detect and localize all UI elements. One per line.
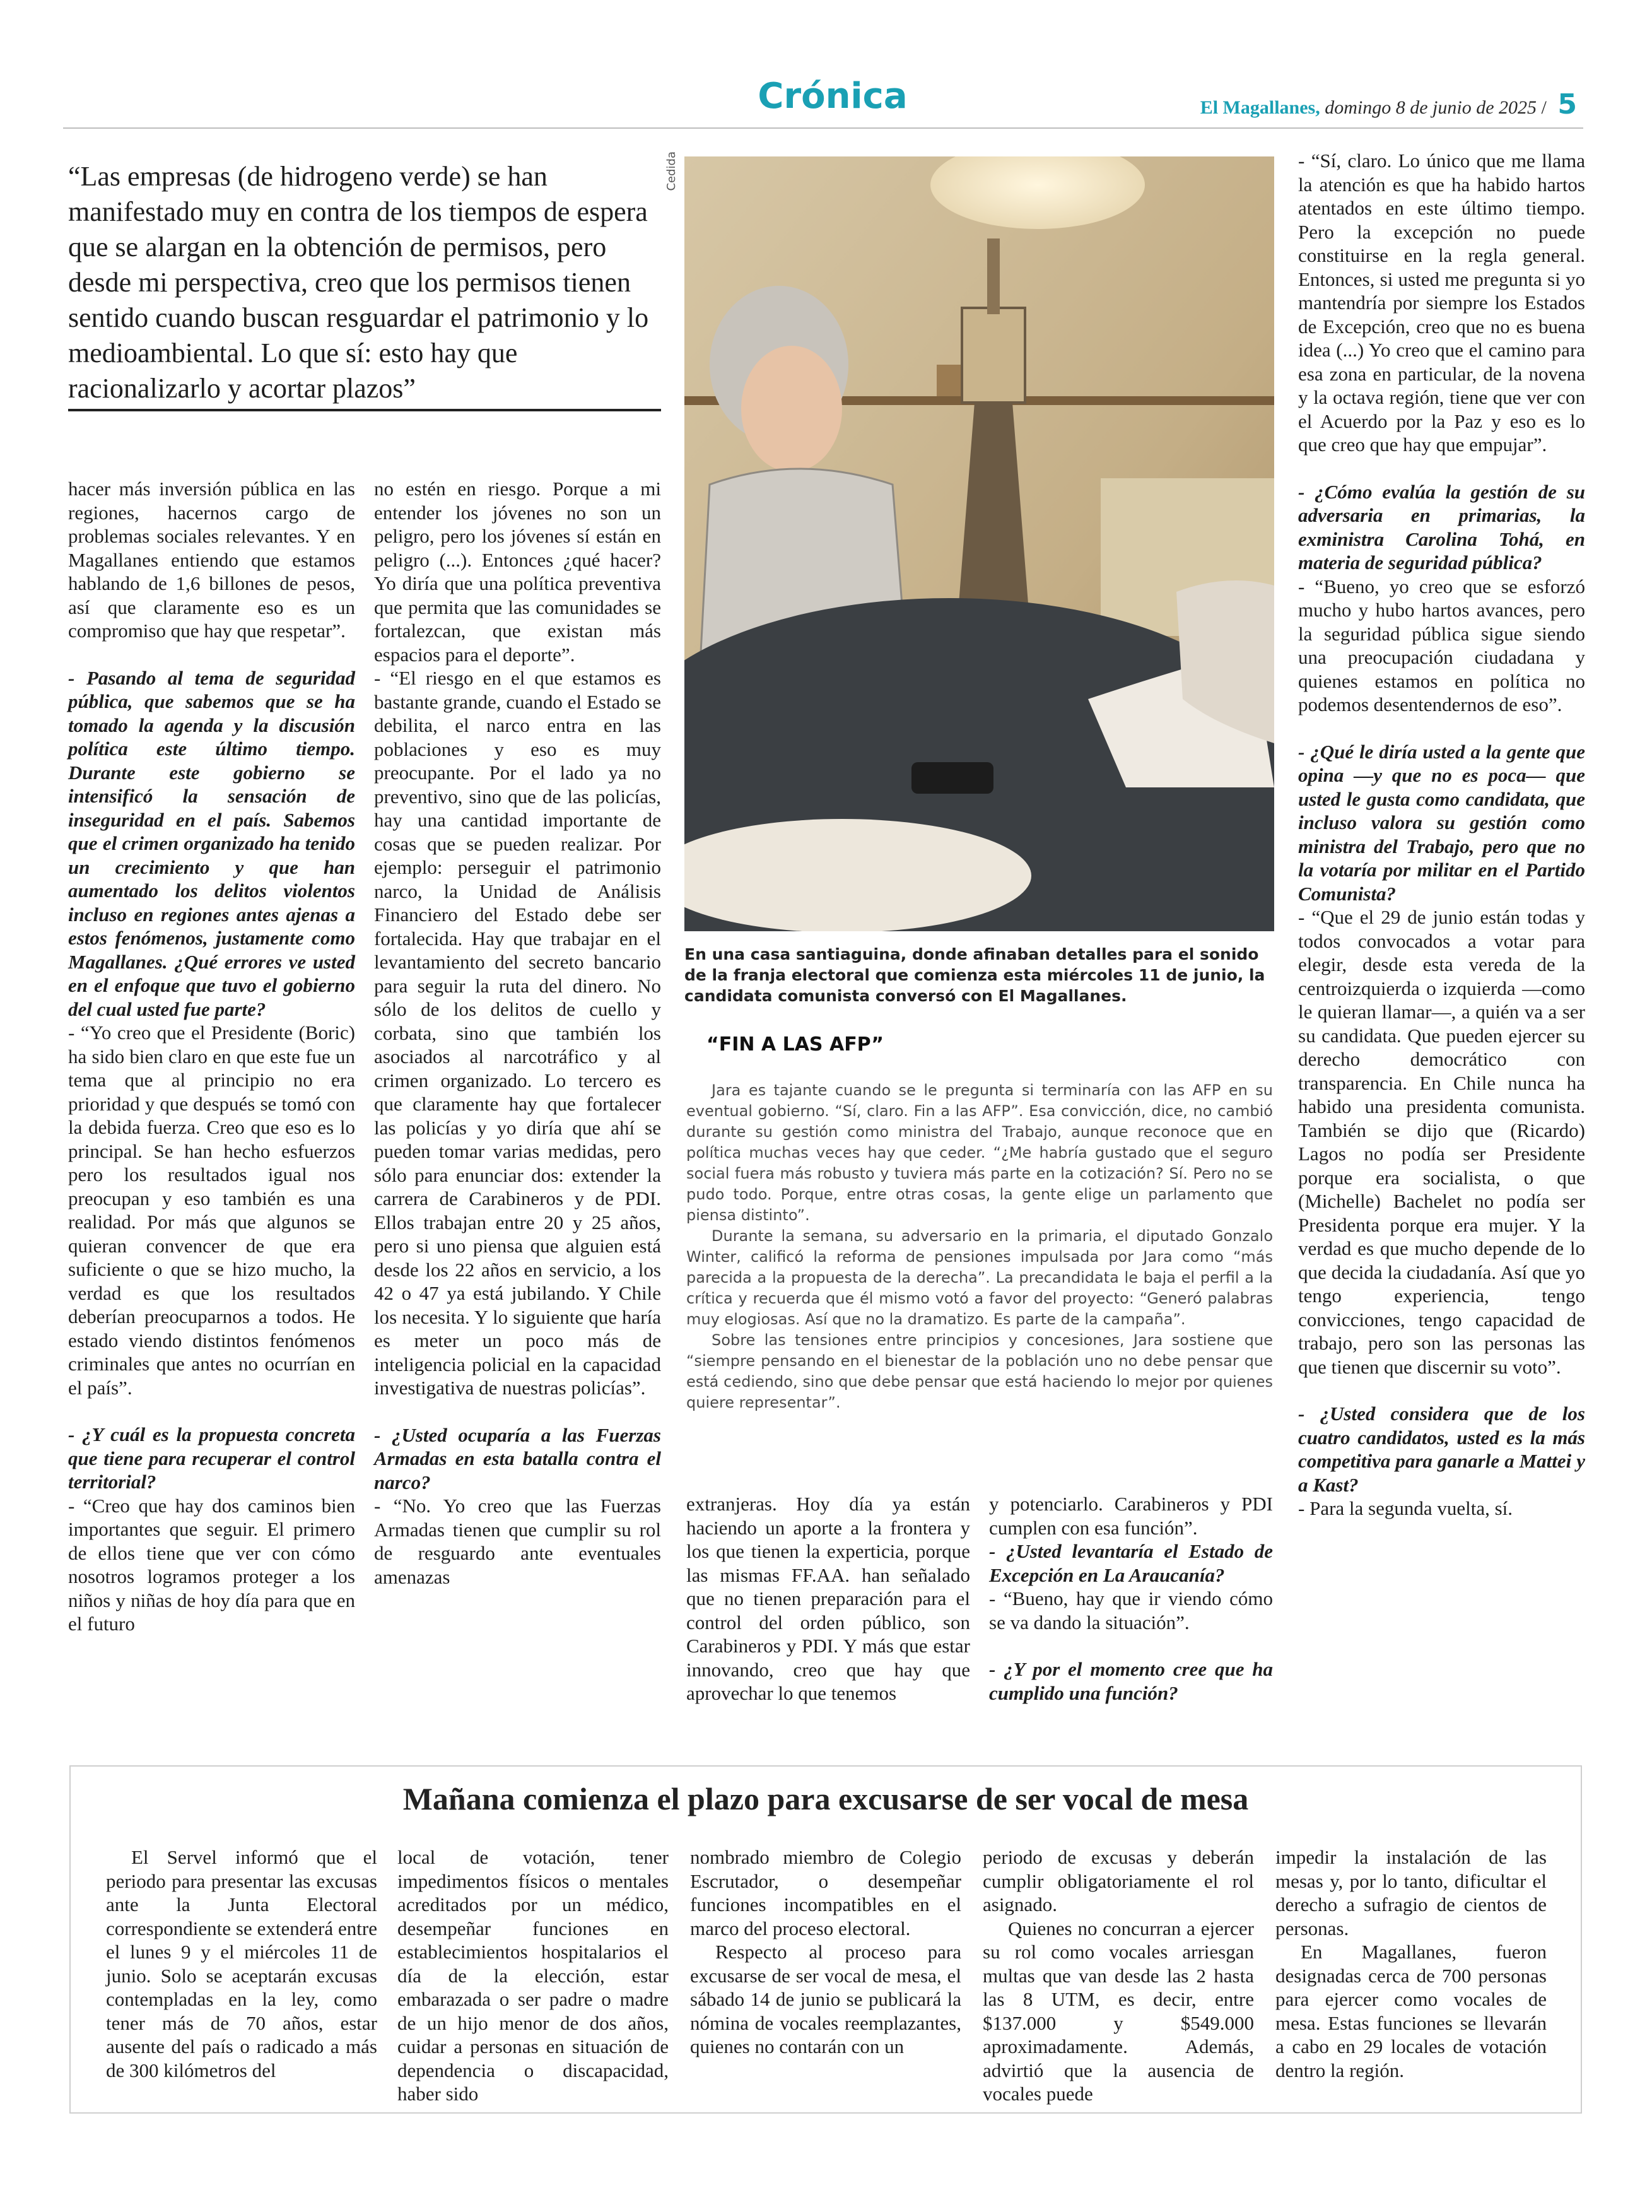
body-paragraph: - “Bueno, hay que ir viendo cómo se va dando la situación”. — [989, 1587, 1273, 1633]
body-paragraph: Respecto al proceso para excusarse de ser vocal de mesa, el sábado 14 de junio se publicará la nómina de vocales reemplazantes, quienes no contarán con un — [690, 1941, 961, 2057]
body-paragraph: En Magallanes, fueron designadas cerca de 700 personas para ejercer como vocales de mesa. Estas funciones se llevarán a cabo en 29 locales de votación dentro la región. — [1275, 1941, 1547, 2081]
article-column-2 — [374, 477, 661, 1589]
interview-question: - ¿Usted levantaría el Estado de Excepción en La Araucanía? — [989, 1540, 1273, 1586]
header-divider — [63, 127, 1583, 129]
sidebar-paragraph: Durante la semana, su adversario en la primaria, el diputado Gonzalo Winter, calificó la reforma de pensiones impulsada por Jara como “más parecida a la propuesta de la derecha”. La precandidata le baja el perfil a la crítica y recuerda que él mismo votó a favor del proyecto: “Generó palabras muy elogiosas. Así que no la dramatizo. Es parte de la campaña”. — [686, 1227, 1273, 1328]
body-paragraph: no estén en riesgo. Porque a mi entender los jóvenes no son un peligro, pero los jóvenes sí están en peligro (...). Entonces ¿qué hacer? Yo diría que una política preventiva que permita que las comunidades se fortalezcan, que existan más espacios para el deporte”. — [374, 478, 661, 666]
body-paragraph: - “El riesgo en el que estamos es bastante grande, cuando el Estado se debilita, el narco entra en las poblaciones y eso es muy preocupante. Por el lado ya no preventivo, sino que de las policías, hay una cantidad importante de cosas que se pueden realizar. Por ejemplo: perseguir el patrimonio narco, la Unidad de Análisis Financiero del Estado debe ser fortalecida. Hay que trabajar en el levantamiento del secreto bancario para seguir la ruta del dinero. No sólo de los delitos de cuello y corbata, sino que también los asociados al narcotráfico y al crimen organizado. Lo tercero es que claramente hay que fortalecer las policías y yo diría que ahí se pueden tomar varias medidas, pero sólo para enunciar dos: extender la carrera de Carabineros y de PDI. Ellos trabajan entre 20 y 25 años, pero si uno piensa que alguien está desde los 22 años en servicio, a los 42 o 47 ya está jubilando. Y Chile los necesita. Y lo siguiente que haría es meter un poco más de inteligencia policial en la capacidad investigativa de nuestras policías”. — [374, 667, 661, 1399]
body-paragraph: y potenciarlo. Carabineros y PDI cumplen con esa función”. — [989, 1493, 1273, 1539]
pull-quote-divider — [68, 409, 661, 411]
body-paragraph: - “Bueno, yo creo que se esforzó mucho y hubo hartos avances, pero la seguridad pública sigue siendo una preocupación ciudadana y quienes estamos en política no podemos desentendernos de eso”. — [1298, 575, 1585, 715]
publication-date: domingo 8 de junio de 2025 — [1325, 97, 1537, 118]
photo-caption: En una casa santiaguina, donde afinaban detalles para el sonido de la franja electoral que comienza esta miércoles 11 de junio, la candidata comunista conversó con El Magallanes. — [684, 945, 1265, 1005]
bottom-column-2 — [397, 1845, 669, 2106]
bottom-column-3 — [690, 1845, 961, 2059]
body-paragraph: local de votación, tener impedimentos físicos o mentales acreditados por un médico, desempeñar funciones en establecimientos hospitalarios el día de la elección, estar embarazada o ser padre o madre de un hijo menor de dos años, cuidar a personas en situación de dependencia o discapacidad, haber sido — [397, 1846, 669, 2105]
article-column-3 — [686, 1492, 970, 1705]
body-paragraph: extranjeras. Hoy día ya están haciendo un aporte a la frontera y los que tienen la experticia, porque las mismas FF.AA. han señalado que no tienen preparación para el control del orden público, son Carabineros y PDI. Y más que estar innovando, creo que hay que aprovechar lo que tenemos — [686, 1493, 970, 1704]
interview-question: - ¿Y cuál es la propuesta concreta que tiene para recuperar el control territorial? — [68, 1423, 355, 1493]
sidebar-body — [686, 1080, 1273, 1413]
article-column-4 — [989, 1492, 1273, 1705]
body-paragraph: periodo de excusas y deberán cumplir obligatoriamente el rol asignado. — [983, 1846, 1254, 1915]
interview-question: - ¿Y por el momento cree que ha cumplido una función? — [989, 1658, 1273, 1704]
interview-question: - ¿Usted ocuparía a las Fuerzas Armadas en esta batalla contra el narco? — [374, 1423, 661, 1493]
newspaper-name: El Magallanes, — [1200, 97, 1320, 118]
article-column-1 — [68, 477, 355, 1636]
body-paragraph: - “Creo que hay dos caminos bien importantes que seguir. El primero de ellos tiene que ver con cómo nosotros logramos proteger a los niños y niñas de hoy día para que en el futuro — [68, 1494, 355, 1635]
page-header-info — [1186, 88, 1577, 121]
body-paragraph: impedir la instalación de las mesas y, por lo tanto, dificultar el derecho a sufragio de cientos de personas. — [1275, 1846, 1547, 1939]
body-paragraph: - Para la segunda vuelta, sí. — [1298, 1497, 1513, 1519]
section-title: Crónica — [758, 76, 908, 117]
article-column-5 — [1298, 149, 1585, 1521]
photo-credit: Cedida — [665, 151, 678, 191]
body-paragraph: Quienes no concurran a ejercer su rol como vocales arriesgan multas que van desde las 2 hasta las 8 UTM, es decir, entre $137.000 y $549.000 aproximadamente. Además, advirtió que la ausencia de vocales puede — [983, 1917, 1254, 2105]
sidebar-paragraph: Jara es tajante cuando se le pregunta si terminaría con las AFP en su eventual gobierno. “Sí, claro. Fin a las AFP”. Esa convicción, dice, no cambió durante su gestión como ministra del Trabajo, aunque reconoce que en política muchas veces hay que ceder. “¿Me habría gustado que el seguro social fuera más robusto y tuviera más parte en la cotización? Sí. Pero no se pudo todo. Porque, entre otras cosas, la gente elige un parlamento que piensa distinto”. — [686, 1081, 1273, 1224]
interview-question: - ¿Usted considera que de los cuatro candidatos, usted es la más competitiva para ganarle a Mattei y a Kast? — [1298, 1403, 1585, 1496]
body-paragraph: - “Que el 29 de junio están todas y todos convocados a votar para elegir, desde esta vereda de la centroizquierda o izquierda —como le quieran llamar—, a quién va a ser su candidata. Que pueden ejercer su derecho democrático con transparencia. En Chile nunca ha habido una presidenta comunista. También se dijo que (Ricardo) Lagos no podía ser Presidente porque era socialista, o que (Michelle) Bachelet no podía ser Presidenta porque era mujer. Y la verdad es que mucho depende de lo que decida la ciudadanía. Así que yo tengo experiencia, tengo convicciones, tengo capacidad de trabajo, pero son las personas las que tienen que discernir su voto”. — [1298, 906, 1585, 1378]
body-paragraph: El Servel informó que el periodo para presentar las excusas ante la Junta Electoral correspondiente se extenderá entre el lunes 9 y el miércoles 11 de junio. Solo se aceptarán excusas contempladas en la ley, como tener más de 70 años, estar ausente del país o radicado a más de 300 kilómetros del — [106, 1846, 377, 2081]
bottom-column-5 — [1275, 1845, 1547, 2082]
bottom-column-1 — [106, 1845, 377, 2082]
interview-photo — [684, 156, 1274, 931]
interview-question: - Pasando al tema de seguridad pública, que sabemos que se ha tomado la agenda y la discusión política este último tiempo. Durante este gobierno se intensificó la sensación de inseguridad en el país. Sabemos que el crimen organizado ha tenido un crecimiento y que han aumentado los delitos violentos incluso en regiones antes ajenas a estos fenómenos, justamente como Magallanes. ¿Qué errores ve usted en el enfoque que tuvo el gobierno del cual usted fue parte? — [68, 666, 355, 1020]
bottom-article-title: Mañana comienza el plazo para excusarse de ser vocal de mesa — [402, 1781, 1249, 1816]
interview-question: - ¿Qué le diría usted a la gente que opina —y que no es poca— que usted le gusta como candidata, que incluso valora su gestión como ministra del Trabajo, pero que no la votaría por militar en el Partido Comunista? — [1298, 740, 1585, 905]
header-separator: / — [1541, 97, 1547, 118]
body-paragraph: - “No. Yo creo que las Fuerzas Armadas tienen que cumplir su rol de resguardo ante eventuales amenazas — [374, 1495, 661, 1588]
sidebar-paragraph: Sobre las tensiones entre principios y concesiones, Jara sostiene que “siempre pensando en el bienestar de la población uno no debe pensar que está cediendo, sino que debe pensar que está haciendo lo mejor por quienes quiere representar”. — [686, 1331, 1273, 1411]
body-paragraph: - “Yo creo que el Presidente (Boric) ha sido bien claro en que este fue un tema que al principio no era prioridad y que después se tomó con la debida fuerza. Creo que eso es lo principal. Se han hecho esfuerzos pero los resultados igual nos preocupan y eso también es una realidad. Por más que algunos se quieran convencer de que era suficiente o que se hizo mucho, la verdad es que los resultados deberían preocuparnos a todos. He estado viendo distintos fenómenos criminales que antes no ocurrían en el país”. — [68, 1021, 355, 1399]
bottom-column-4 — [983, 1845, 1254, 2106]
body-paragraph: hacer más inversión pública en las regiones, hacernos cargo de problemas sociales relevantes. Y en Magallanes entiendo que estamos hablando de 1,6 billones de pesos, así que claramente eso es un compromiso que hay que respetar”. — [68, 478, 355, 642]
pull-quote: “Las empresas (de hidrogeno verde) se han manifestado muy en contra de los tiempos de espera que se alargan en la obtención de permisos, pero desde mi perspectiva, creo que los permisos tienen sentido cuando buscan resguardar el patrimonio y lo medioambiental. Lo que sí: esto hay que racionalizarlo y acortar plazos” — [68, 161, 649, 404]
interview-question: - ¿Cómo evalúa la gestión de su adversaria en primarias, la exministra Carolina Tohá, en materia de seguridad pública? — [1298, 480, 1585, 574]
body-paragraph: nombrado miembro de Colegio Escrutador, o desempeñar funciones incompatibles en el marco del proceso electoral. — [690, 1846, 961, 1939]
interview-photo-illustration — [684, 156, 1274, 931]
page-number: 5 — [1557, 88, 1577, 121]
sidebar-heading: “FIN A LAS AFP” — [706, 1033, 884, 1056]
body-paragraph: - “Sí, claro. Lo único que me llama la atención es que ha habido hartos atentados en este último tiempo. Pero la excepción no puede constituirse en la regla general. Entonces, si usted me pregunta si yo mantendría por siempre los Estados de Excepción, creo que no es buena idea (...) Yo creo que el camino para esa zona en particular, de la novena y la octava región, tiene que ver con el Acuerdo por la Paz y eso es lo que creo que hay que empujar”. — [1298, 150, 1585, 456]
